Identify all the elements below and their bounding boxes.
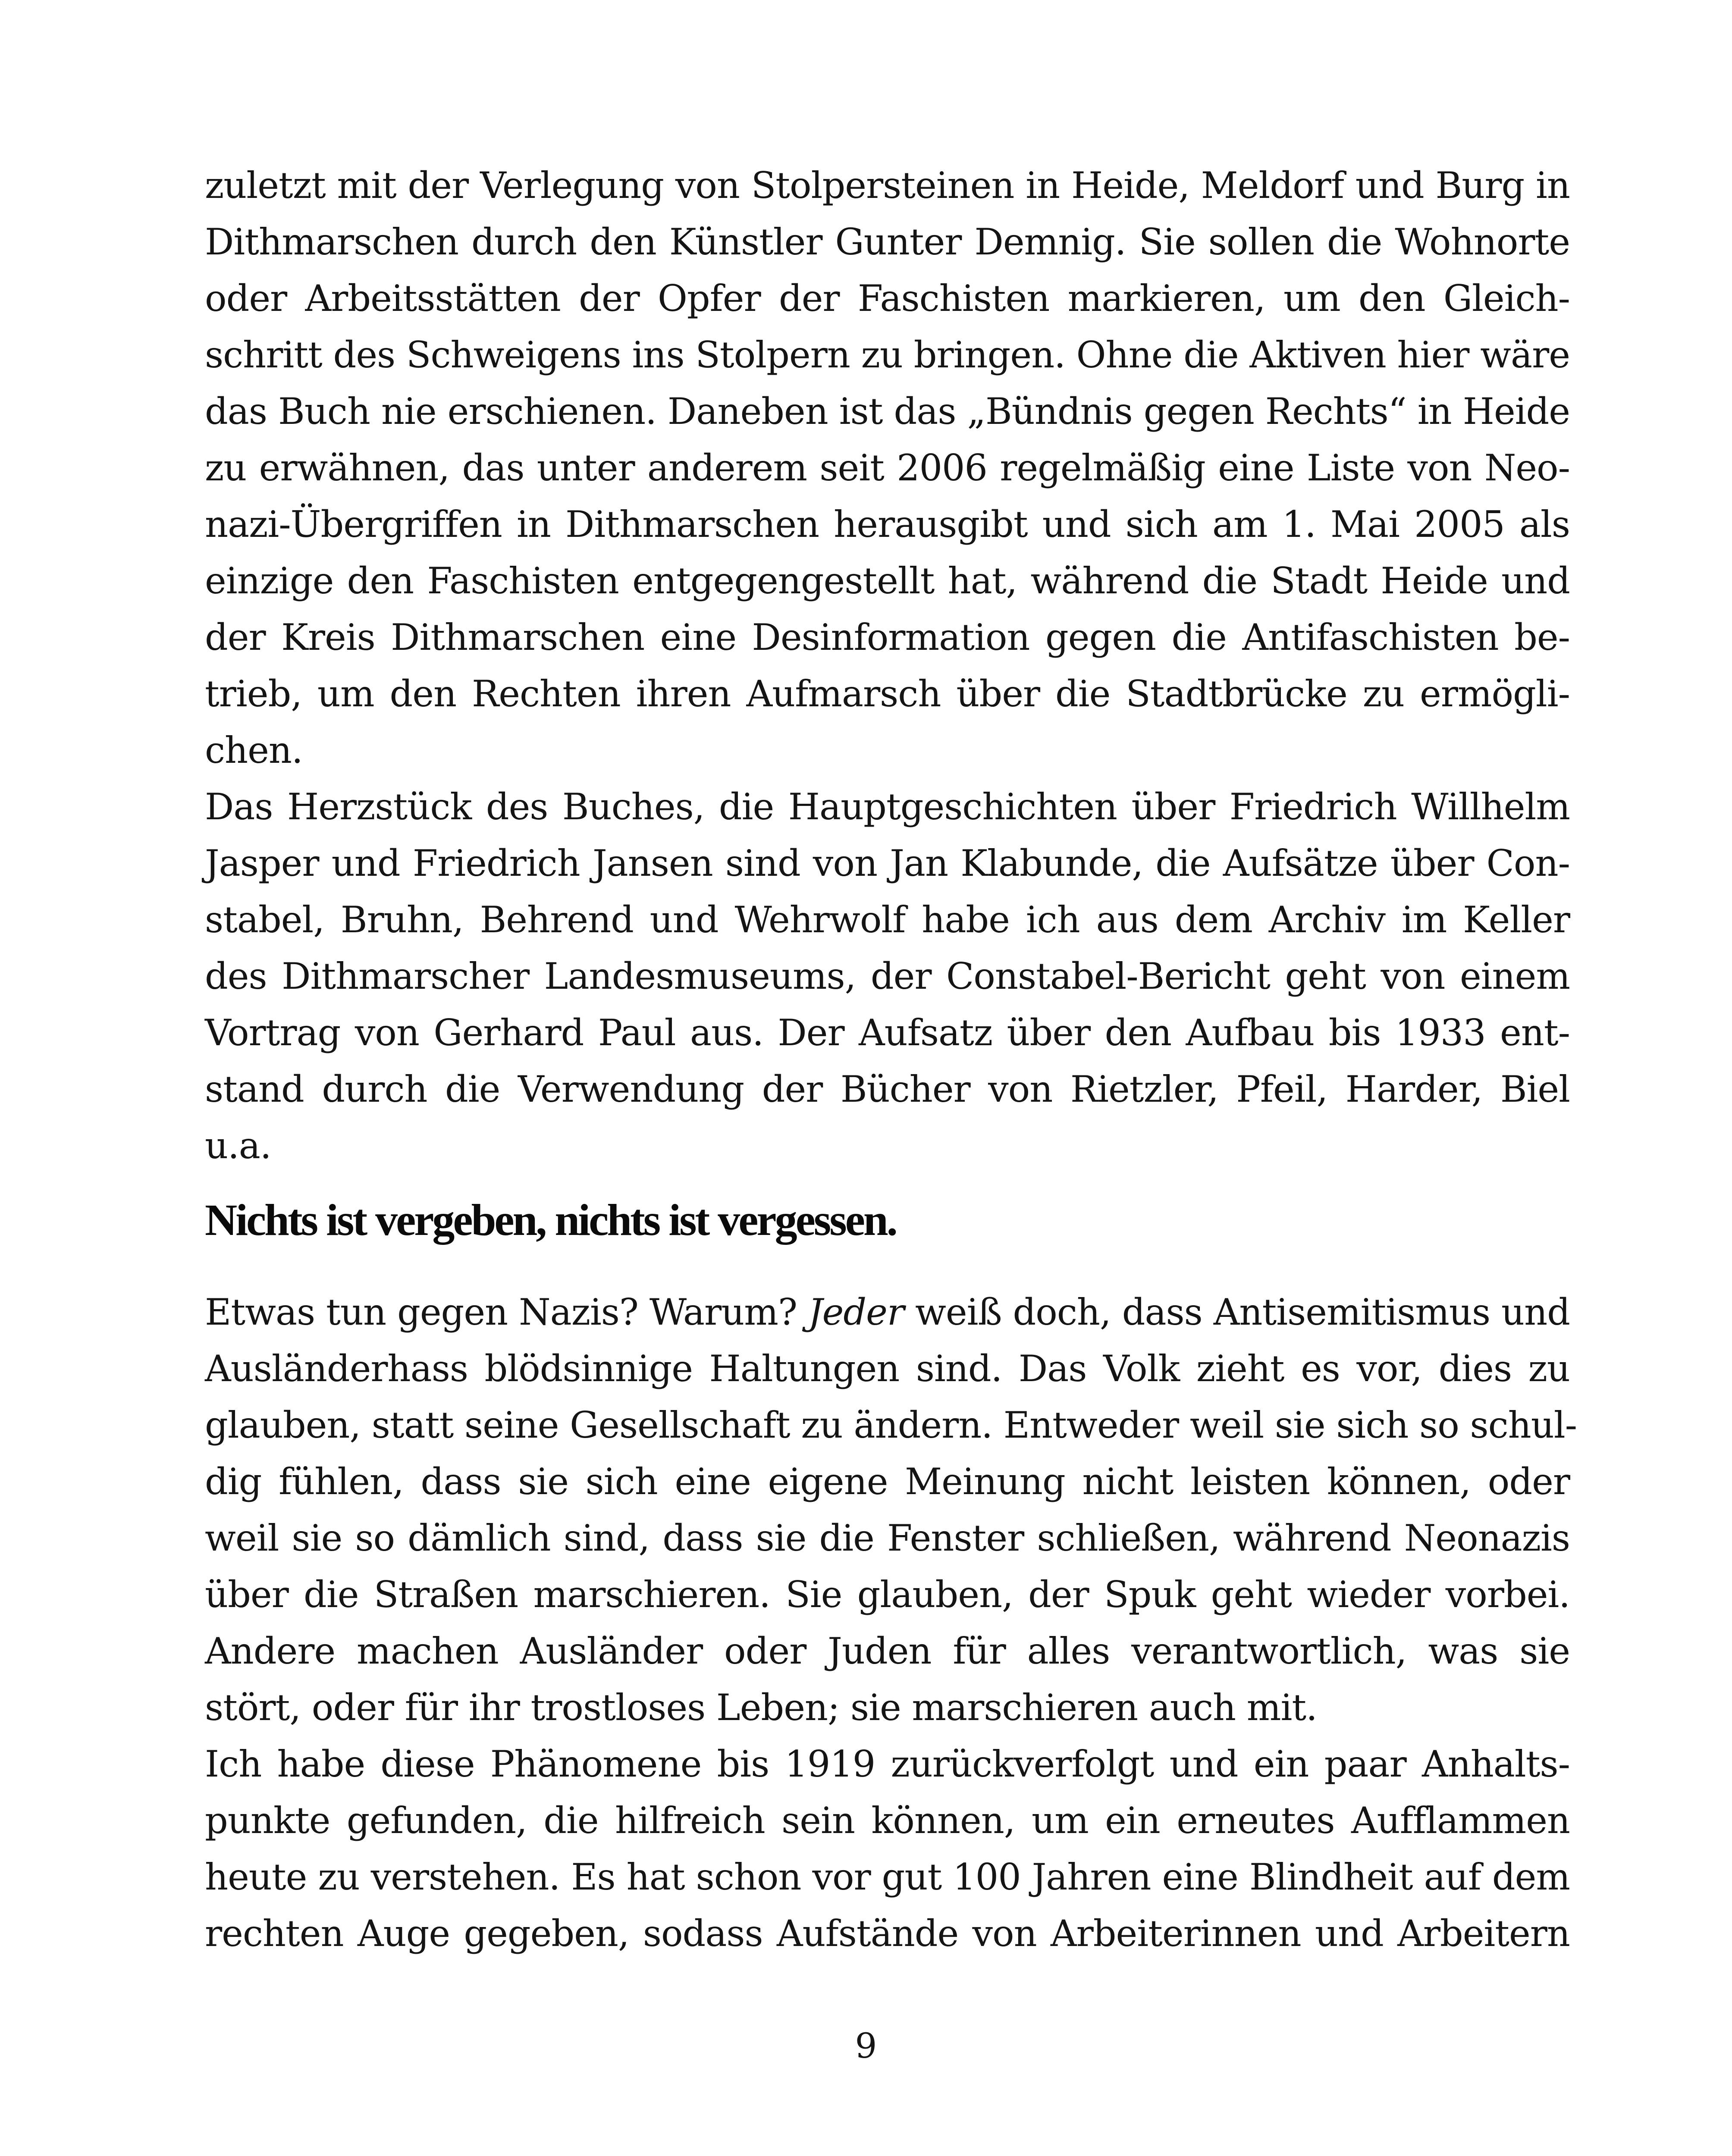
emphasis-jeder: Jeder	[808, 1291, 904, 1333]
paragraph-stolpersteine	[205, 157, 1570, 779]
text-line: stabel, Bruhn, Behrend und Wehrwolf habe ich aus dem Archiv im Keller	[205, 899, 1570, 941]
text-line: des Dithmarscher Landesmuseums, der Constabel-Bericht geht von einem	[205, 955, 1570, 997]
text-line: trieb, um den Rechten ihren Aufmarsch über die Stadtbrücke zu ermögli-	[205, 673, 1570, 715]
paragraph-etwas-tun	[205, 1284, 1577, 1736]
text-line: stand durch die Verwendung der Bücher von Rietzler, Pfeil, Harder, Biel	[205, 1068, 1570, 1110]
text-line: heute zu verstehen. Es hat schon vor gut 100 Jahren eine Blindheit auf dem	[205, 1856, 1570, 1898]
text-line: Dithmarschen durch den Künstler Gunter Demnig. Sie sollen die Wohnorte	[205, 221, 1570, 263]
body-text-bottom	[205, 1284, 1577, 1962]
text-line: Jasper und Friedrich Jansen sind von Jan Klabunde, die Aufsätze über Con-	[205, 842, 1570, 884]
paragraph-phaenomene	[205, 1736, 1570, 1962]
page-number: 9	[855, 2026, 877, 2066]
text-line: Das Herzstück des Buches, die Hauptgeschichten über Friedrich Willhelm	[205, 786, 1570, 828]
text-line: oder Arbeitsstätten der Opfer der Faschisten markieren, um den Gleich-	[205, 277, 1570, 320]
text-line: glauben, statt seine Gesellschaft zu ändern. Entweder weil sie sich so schul-	[205, 1404, 1577, 1446]
text-line: zu erwähnen, das unter anderem seit 2006 regelmäßig eine Liste von Neo-	[205, 447, 1570, 489]
text-line: das Buch nie erschienen. Daneben ist das „Bündnis gegen Rechts“ in Heide	[205, 390, 1570, 432]
text-line: u.a.	[205, 1125, 271, 1167]
paragraph-herzstueck	[205, 779, 1570, 1174]
text-line: der Kreis Dithmarschen eine Desinformation gegen die Antifaschisten be-	[205, 616, 1570, 658]
text-line: über die Straßen marschieren. Sie glauben, der Spuk geht wieder vorbei.	[205, 1573, 1570, 1616]
text-line: rechten Auge gegeben, sodass Aufstände von Arbeiterinnen und Arbeitern	[205, 1912, 1570, 1955]
text-line: zuletzt mit der Verlegung von Stolpersteinen in Heide, Meldorf und Burg in	[205, 164, 1570, 207]
text-line: punkte gefunden, die hilfreich sein können, um ein erneutes Aufflammen	[205, 1799, 1570, 1842]
text-line: Andere machen Ausländer oder Juden für alles verantwortlich, was sie	[205, 1630, 1570, 1672]
text-line: dig fühlen, dass sie sich eine eigene Meinung nicht leisten können, oder	[205, 1460, 1570, 1503]
text-line: Ich habe diese Phänomene bis 1919 zurückverfolgt und ein paar Anhalts-	[205, 1743, 1570, 1785]
text-line: chen.	[205, 729, 303, 771]
text-segment: Etwas tun gegen Nazis? Warum?	[205, 1291, 808, 1333]
text-line: schritt des Schweigens ins Stolpern zu bringen. Ohne die Aktiven hier wäre	[205, 334, 1570, 376]
section-heading: Nichts ist vergeben, nichts ist vergessen.	[205, 1195, 896, 1245]
text-line: nazi-Übergriffen in Dithmarschen herausgibt und sich am 1. Mai 2005 als	[205, 503, 1570, 545]
text-line: Ausländerhass blödsinnige Haltungen sind. Das Volk zieht es vor, dies zu	[205, 1348, 1570, 1390]
body-text-top	[205, 157, 1570, 1174]
text-line: stört, oder für ihr trostloses Leben; sie marschieren auch mit.	[205, 1686, 1317, 1729]
text-line: Vortrag von Gerhard Paul aus. Der Aufsatz über den Aufbau bis 1933 ent-	[205, 1012, 1570, 1054]
text-line: weil sie so dämlich sind, dass sie die Fenster schließen, während Neonazis	[205, 1517, 1570, 1559]
text-segment: weiß doch, dass Antisemitismus und	[904, 1291, 1570, 1333]
text-line	[205, 1284, 1570, 1341]
text-line: einzige den Faschisten entgegengestellt hat, während die Stadt Heide und	[205, 560, 1570, 602]
